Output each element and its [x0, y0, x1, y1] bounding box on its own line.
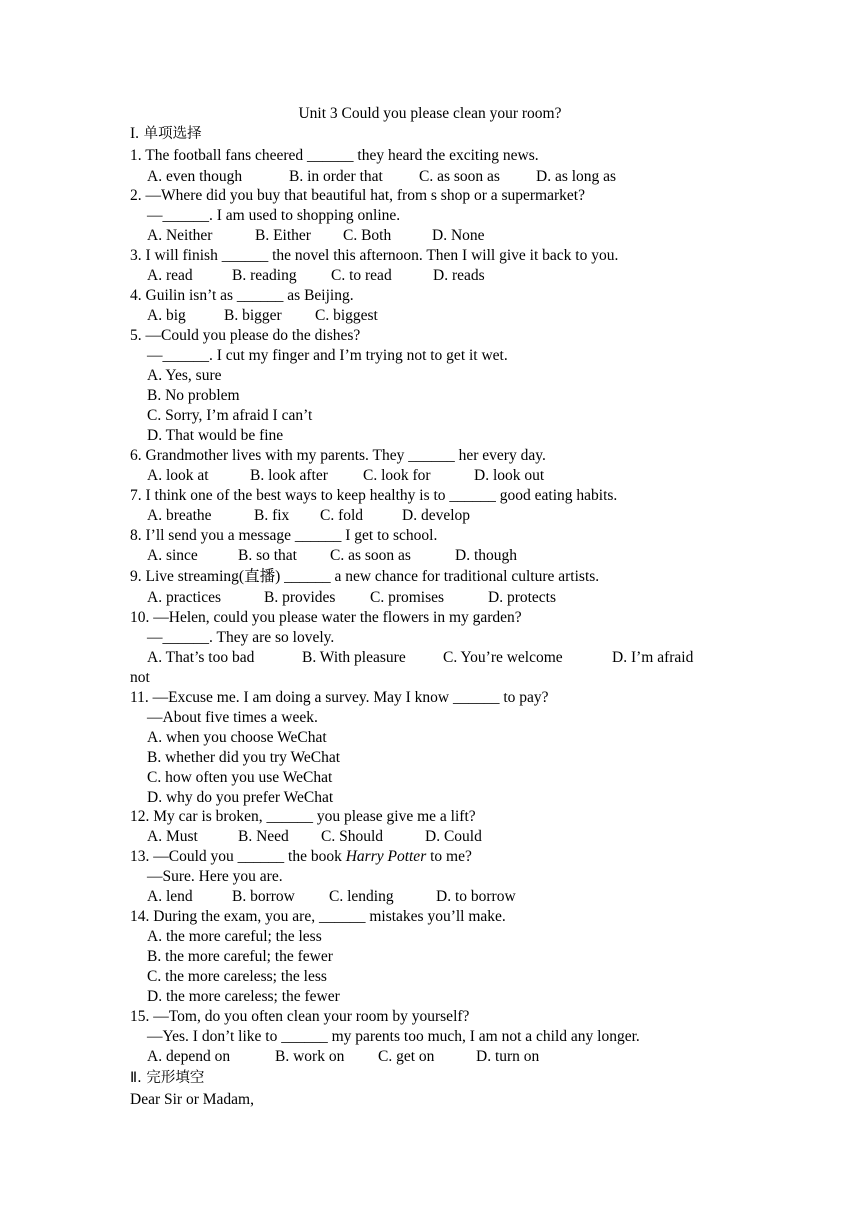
question-2-reply: —______. I am used to shopping online. — [147, 207, 401, 224]
q14-option-d: D. the more careless; the fewer — [147, 988, 340, 1005]
q7-option-a: A. breathe — [147, 507, 212, 524]
section-title: 单项选择 — [143, 126, 202, 142]
question-10-stem: 10. —Helen, could you please water the flowers in my garden? — [130, 609, 522, 626]
q13-option-c: C. lending — [329, 888, 394, 905]
question-10-reply: —______. They are so lovely. — [147, 629, 335, 646]
q13-option-b: B. borrow — [232, 888, 295, 905]
section-numeral: I. — [130, 125, 140, 142]
q5-option-d: D. That would be fine — [147, 427, 284, 444]
q11-option-a: A. when you choose WeChat — [147, 729, 327, 746]
q5-option-a: A. Yes, sure — [147, 367, 222, 384]
q1-option-a: A. even though — [147, 168, 243, 185]
question-5-stem: 5. —Could you please do the dishes? — [130, 327, 361, 344]
q13-stem-end: to me? — [426, 848, 472, 865]
q6-option-d: D. look out — [474, 467, 545, 484]
q1-option-b: B. in order that — [289, 168, 383, 185]
q15-option-a: A. depend on — [147, 1048, 231, 1065]
q3-option-a: A. read — [147, 267, 193, 284]
q14-option-c: C. the more careless; the less — [147, 968, 327, 985]
q12-option-b: B. Need — [238, 828, 289, 845]
q1-option-c: C. as soon as — [419, 168, 500, 185]
question-11-stem: 11. —Excuse me. I am doing a survey. May I know ______ to pay? — [130, 689, 549, 706]
question-2-stem: 2. —Where did you buy that beautiful hat, from s shop or a supermarket? — [130, 187, 585, 204]
q10-option-a: A. That’s too bad — [147, 649, 255, 666]
q15-option-b: B. work on — [275, 1048, 345, 1065]
q13-option-d: D. to borrow — [436, 888, 516, 905]
q7-option-c: C. fold — [320, 507, 364, 524]
section-heading-2: Ⅱ. 完形填空 — [130, 1070, 205, 1086]
q3-option-d: D. reads — [433, 267, 485, 284]
question-12-stem: 12. My car is broken, ______ you please give me a lift? — [130, 808, 476, 825]
q12-option-a: A. Must — [147, 828, 198, 845]
q2-option-c: C. Both — [343, 227, 392, 244]
question-9-stem: 9. Live streaming(直播) ______ a new chance for traditional culture artists. — [130, 568, 600, 585]
q2-option-d: D. None — [432, 227, 485, 244]
q6-option-a: A. look at — [147, 467, 209, 484]
q8-option-d: D. though — [455, 547, 517, 564]
q10-option-c: C. You’re welcome — [443, 649, 563, 666]
q3-option-c: C. to read — [331, 267, 392, 284]
letter-greeting: Dear Sir or Madam, — [130, 1091, 254, 1108]
q5-option-b: B. No problem — [147, 387, 240, 404]
q7-option-d: D. develop — [402, 507, 471, 524]
q4-option-b: B. bigger — [224, 307, 282, 324]
q15-option-d: D. turn on — [476, 1048, 540, 1065]
q12-option-c: C. Should — [321, 828, 384, 845]
q10-option-b: B. With pleasure — [302, 649, 406, 666]
q10-option-d: D. I’m afraid — [612, 649, 694, 666]
q9-option-a: A. practices — [147, 589, 222, 606]
question-8-stem: 8. I’ll send you a message ______ I get to school. — [130, 527, 438, 544]
question-7-stem: 7. I think one of the best ways to keep healthy is to ______ good eating habits. — [130, 487, 618, 504]
q13-book-title: Harry Potter — [345, 848, 427, 865]
question-5-reply: —______. I cut my finger and I’m trying not to get it wet. — [147, 347, 508, 364]
question-13-reply: —Sure. Here you are. — [147, 868, 283, 885]
q9-option-b: B. provides — [264, 589, 336, 606]
question-4-stem: 4. Guilin isn’t as ______ as Beijing. — [130, 287, 354, 304]
q6-option-c: C. look for — [363, 467, 431, 484]
question-6-stem: 6. Grandmother lives with my parents. They ______ her every day. — [130, 447, 546, 464]
question-3-stem: 3. I will finish ______ the novel this afternoon. Then I will give it back to you. — [130, 247, 619, 264]
q11-option-c: C. how often you use WeChat — [147, 769, 333, 786]
q9-option-c: C. promises — [370, 589, 445, 606]
question-14-stem: 14. During the exam, you are, ______ mistakes you’ll make. — [130, 908, 506, 925]
q3-option-b: B. reading — [232, 267, 297, 284]
q10-option-d-wrap: not — [130, 669, 150, 686]
q1-option-d: D. as long as — [536, 168, 617, 185]
q9-option-d: D. protects — [488, 589, 557, 606]
q14-option-a: A. the more careful; the less — [147, 928, 322, 945]
q4-option-c: C. biggest — [315, 307, 378, 324]
q7-option-b: B. fix — [254, 507, 290, 524]
q8-option-c: C. as soon as — [330, 547, 411, 564]
q12-option-d: D. Could — [425, 828, 482, 845]
page-title: Unit 3 Could you please clean your room? — [298, 105, 562, 122]
q8-option-b: B. so that — [238, 547, 297, 564]
q13-option-a: A. lend — [147, 888, 193, 905]
q8-option-a: A. since — [147, 547, 198, 564]
q2-option-b: B. Either — [255, 227, 311, 244]
q15-option-c: C. get on — [378, 1048, 435, 1065]
question-11-reply: —About five times a week. — [147, 709, 318, 726]
q11-option-b: B. whether did you try WeChat — [147, 749, 341, 766]
q4-option-a: A. big — [147, 307, 186, 324]
q6-option-b: B. look after — [250, 467, 328, 484]
q14-option-b: B. the more careful; the fewer — [147, 948, 333, 965]
question-13-stem — [130, 847, 472, 867]
question-1-stem: 1. The football fans cheered ______ they heard the exciting news. — [130, 147, 539, 164]
section-heading-1 — [130, 124, 202, 144]
q5-option-c: C. Sorry, I’m afraid I can’t — [147, 407, 313, 424]
question-15-stem: 15. —Tom, do you often clean your room by yourself? — [130, 1008, 470, 1025]
q11-option-d: D. why do you prefer WeChat — [147, 789, 334, 806]
q2-option-a: A. Neither — [147, 227, 213, 244]
question-15-reply: —Yes. I don’t like to ______ my parents too much, I am not a child any longer. — [147, 1028, 640, 1045]
q13-stem-start: 13. —Could you ______ the book — [130, 848, 346, 865]
